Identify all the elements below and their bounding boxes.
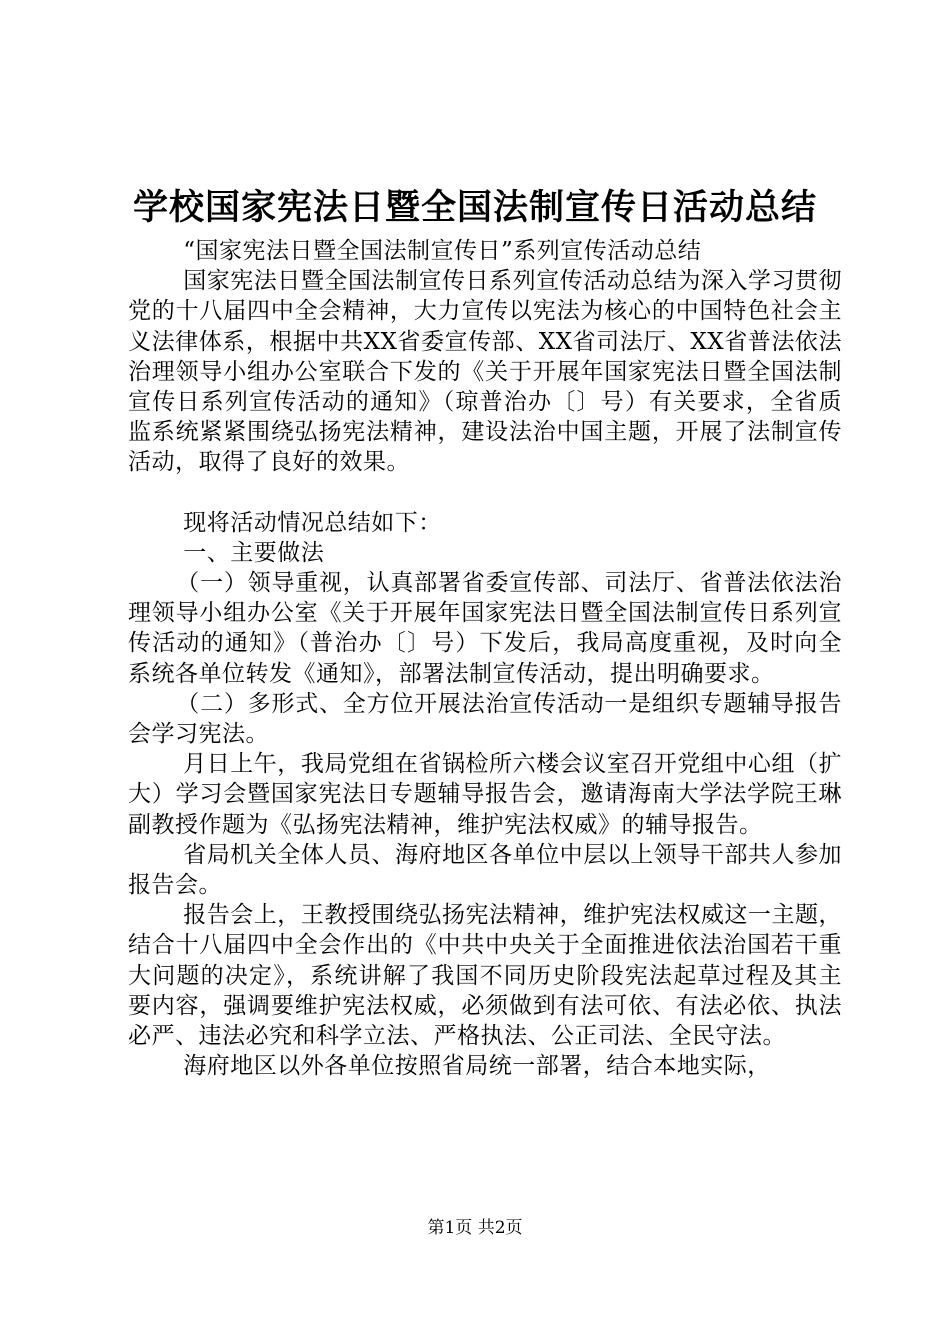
body-paragraph: 现将活动情况总结如下： bbox=[183, 509, 442, 536]
section-heading: 一、主要做法 bbox=[183, 539, 325, 566]
subtitle-paragraph: “国家宪法日暨全国法制宣传日”系列宣传活动总结 bbox=[183, 238, 702, 264]
paragraph-spacer bbox=[128, 478, 842, 508]
document-body bbox=[128, 236, 842, 1081]
document-title: 学校国家宪法日暨全国法制宣传日活动总结 bbox=[132, 188, 817, 228]
body-paragraph: 月日上午，我局党组在省锅检所六楼会议室召开党组中心组（扩大）学习会暨国家宪法日专题辅导报告会，邀请海南大学法学院王琳副教授作题为《弘扬宪法精神，维护宪法权威》的辅导报告。 bbox=[128, 751, 842, 838]
body-paragraph: （一）领导重视，认真部署省委宣传部、司法厅、省普法依法治理领导小组办公室《关于开展年国家宪法日暨全国法制宣传日系列宣传活动的通知》（普治办〔〕号）下发后，我局高度重视，及时向全系统各单位转发《通知》，部署法制宣传活动，提出明确要求。 bbox=[128, 570, 842, 687]
body-paragraph: 海府地区以外各单位按照省局统一部署，结合本地实际， bbox=[183, 1053, 771, 1080]
body-paragraph: 省局机关全体人员、海府地区各单位中层以上领导干部共人参加报告会。 bbox=[128, 841, 842, 899]
body-paragraph: 国家宪法日暨全国法制宣传日系列宣传活动总结为深入学习贯彻党的十八届四中全会精神，大力宣传以宪法为核心的中国特色社会主义法律体系，根据中共XX省委宣传部、XX省司法厅、XX省普法依法治理领导小组办公室联合下发的《关于开展年国家宪法日暨全国法制宣传日系列宣传活动的通知》（琼普治办〔〕号）有关要求，全省质监系统紧紧围绕弘扬宪法精神，建设法治中国主题，开展了法制宣传活动，取得了良好的效果。 bbox=[128, 268, 842, 476]
body-paragraph: （二）多形式、全方位开展法治宣传活动一是组织专题辅导报告会学习宪法。 bbox=[128, 690, 842, 748]
body-paragraph: 报告会上，王教授围绕弘扬宪法精神，维护宪法权威这一主题，结合十八届四中全会作出的《中共中央关于全面推进依法治国若干重大问题的决定》，系统讲解了我国不同历史阶段宪法起草过程及其主要内容，强调要维护宪法权威，必须做到有法可依、有法必依、执法必严、违法必究和科学立法、严格执法、公正司法、全民守法。 bbox=[128, 902, 842, 1050]
page-number-footer: 第1页 共2页 bbox=[427, 1218, 523, 1238]
